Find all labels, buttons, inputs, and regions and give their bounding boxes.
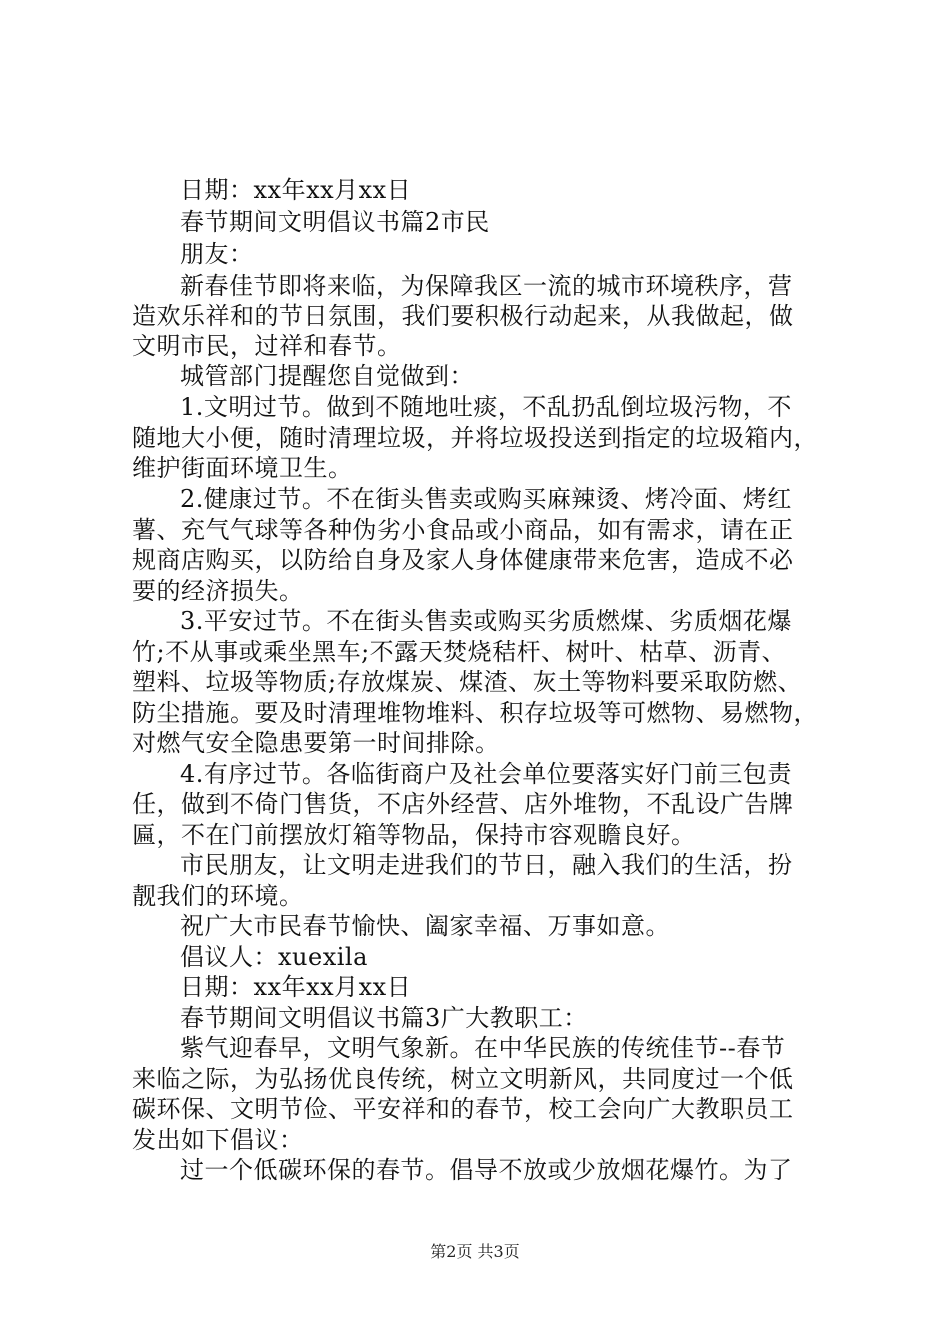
paragraph-line: 靓我们的环境。 — [132, 882, 304, 910]
list-item-line: 对燃气安全隐患要第一时间排除。 — [132, 729, 500, 757]
list-item-line: 任，做到不倚门售货，不店外经营、店外堆物，不乱设广告牌 — [132, 790, 794, 818]
section-heading: 春节期间文明倡议书篇3广大教职工： — [180, 1004, 588, 1032]
list-item-line: 1.文明过节。做到不随地吐痰，不乱扔乱倒垃圾污物，不 — [180, 393, 792, 421]
paragraph-line: 市民朋友，让文明走进我们的节日，融入我们的生活，扮 — [180, 851, 793, 879]
list-item-line: 2.健康过节。不在街头售卖或购买麻辣烫、烤冷面、烤红 — [180, 485, 792, 513]
list-item-line: 随地大小便，随时清理垃圾，并将垃圾投送到指定的垃圾箱内， — [132, 424, 818, 452]
paragraph-line: 造欢乐祥和的节日氛围，我们要积极行动起来，从我做起，做 — [132, 302, 794, 330]
list-item-line: 塑料、垃圾等物质;存放煤炭、煤渣、灰土等物料要采取防燃、 — [132, 668, 803, 696]
paragraph-line: 紫气迎春早，文明气象新。在中华民族的传统佳节--春节 — [180, 1034, 786, 1062]
list-item-line: 4.有序过节。各临街商户及社会单位要落实好门前三包责 — [180, 760, 792, 788]
paragraph-line: 发出如下倡议： — [132, 1126, 304, 1154]
paragraph-line: 来临之际，为弘扬优良传统，树立文明新风，共同度过一个低 — [132, 1065, 794, 1093]
page-footer: 第2页 共3页 — [430, 1242, 520, 1261]
salutation: 朋友： — [180, 240, 254, 268]
section-heading: 春节期间文明倡议书篇2市民 — [180, 208, 490, 236]
paragraph-line: 过一个低碳环保的春节。倡导不放或少放烟花爆竹。为了 — [180, 1156, 793, 1184]
list-item-line: 要的经济损失。 — [132, 577, 304, 605]
paragraph-line: 碳环保、文明节俭、平安祥和的春节，校工会向广大教职员工 — [132, 1095, 794, 1123]
signatory-line: 倡议人：xuexila — [180, 943, 368, 971]
list-item-line: 薯、充气气球等各种伪劣小食品或小商品，如有需求，请在正 — [132, 516, 794, 544]
date-line: 日期：xx年xx月xx日 — [180, 973, 412, 1001]
list-item-line: 维护街面环境卫生。 — [132, 454, 353, 482]
paragraph-line: 新春佳节即将来临，为保障我区一流的城市环境秩序，营 — [180, 272, 793, 300]
list-item-line: 3.平安过节。不在街头售卖或购买劣质燃煤、劣质烟花爆 — [180, 607, 792, 635]
list-item-line: 防尘措施。要及时清理堆物堆料、积存垃圾等可燃物、易燃物， — [132, 699, 818, 727]
closing-wish: 祝广大市民春节愉快、阖家幸福、万事如意。 — [180, 912, 670, 940]
paragraph-line: 文明市民，过祥和春节。 — [132, 332, 402, 360]
date-line: 日期：xx年xx月xx日 — [180, 176, 412, 204]
list-item-line: 规商店购买，以防给自身及家人身体健康带来危害，造成不必 — [132, 546, 794, 574]
list-item-line: 竹;不从事或乘坐黑车;不露天焚烧秸杆、树叶、枯草、沥青、 — [132, 638, 787, 666]
paragraph-line: 城管部门提醒您自觉做到： — [180, 362, 474, 390]
list-item-line: 匾，不在门前摆放灯箱等物品，保持市容观瞻良好。 — [132, 821, 696, 849]
